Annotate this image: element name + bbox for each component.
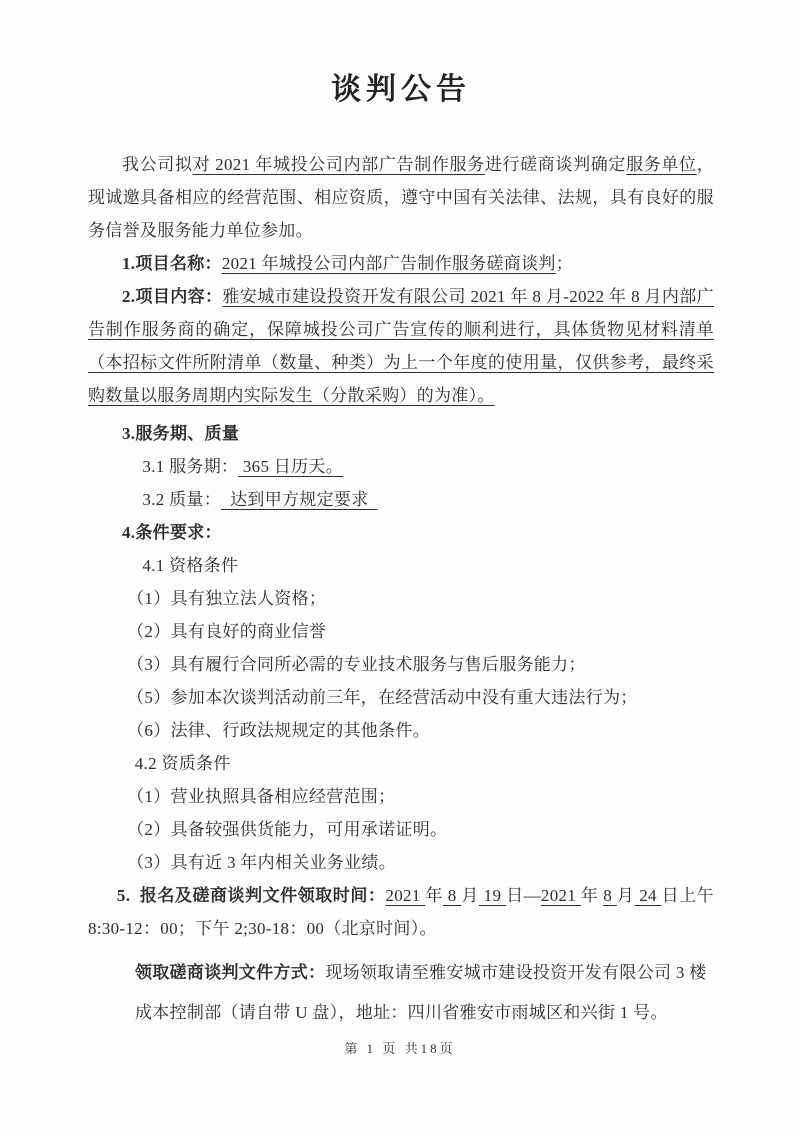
qualification-item-6 bbox=[88, 714, 714, 747]
text-segment: 我公司拟 bbox=[122, 155, 193, 174]
text-segment: 月 bbox=[616, 886, 635, 905]
qualification-item-1 bbox=[88, 582, 714, 615]
item-4-2-heading bbox=[88, 747, 714, 780]
text-segment: 8 bbox=[442, 886, 462, 905]
text-segment: 3.2 质量： bbox=[142, 490, 221, 509]
text-segment: ，现诚邀具备相应的经营范围、相应资质，遵守中国有关法律、法规，具有良好的服务信誉及服务能力单位参加。 bbox=[88, 155, 714, 240]
text-segment: 年 bbox=[425, 886, 443, 905]
item-4-1-heading bbox=[88, 549, 714, 582]
page-title: 谈判公告 bbox=[331, 73, 471, 106]
text-segment: （2）具备较强供货能力，可用承诺证明。 bbox=[127, 820, 448, 839]
credential-item-2 bbox=[88, 813, 714, 846]
text-segment: （3）具有履行合同所必需的专业技术服务与售后服务能力； bbox=[127, 655, 586, 674]
text-segment: 2.项目内容： bbox=[122, 287, 223, 306]
document-pickup-method bbox=[135, 953, 714, 1033]
item-3-2-quality bbox=[88, 483, 714, 516]
text-segment: 雅安城市建设投资开发有限公司 2021 年 8 月-2022 年 8 月内部广告制作服务商的确定，保障城投公司广告宣传的顺利进行，具体货物见材料清单（本招标文件所附清单（数量、种类）为上一个年度的使用量，仅供参考，最终采购数量以服务周期内实际发生（分散采购）的为准）。 bbox=[88, 287, 714, 405]
text-segment: 月 bbox=[461, 886, 479, 905]
text-segment: 2021 年城投公司内部广告制作服务磋商谈判 bbox=[221, 254, 556, 273]
intro-paragraph bbox=[88, 148, 714, 247]
item-1-project-name bbox=[88, 247, 714, 280]
text-segment: 2021 bbox=[540, 886, 581, 905]
text-segment: 领取磋商谈判文件方式： bbox=[135, 963, 326, 982]
qualification-item-2 bbox=[88, 615, 714, 648]
text-segment: （1）具有独立法人资格； bbox=[127, 589, 327, 608]
text-segment: （1）营业执照具备相应经营范围； bbox=[127, 787, 396, 806]
text-segment: 年 bbox=[580, 886, 604, 905]
text-segment: 4.条件要求： bbox=[122, 523, 222, 542]
item-5-document-pickup-time bbox=[88, 879, 719, 945]
qualification-item-3 bbox=[88, 648, 714, 681]
text-segment: 1.项目名称： bbox=[122, 254, 222, 273]
text-segment: 现场领取请至雅安城市建设投资开发有限公司 3 楼成本控制部（请自带 U 盘），地址：四川省雅安市雨城区和兴街 1 号。 bbox=[135, 963, 707, 1022]
text-segment: 进行磋商谈判确定 bbox=[484, 155, 627, 174]
text-segment: 日— bbox=[506, 886, 541, 905]
text-segment: 8 bbox=[603, 886, 617, 905]
text-segment: （2）具有良好的商业信誉 bbox=[127, 622, 327, 641]
credential-item-3 bbox=[88, 846, 714, 879]
text-segment: 达到甲方规定要求 bbox=[221, 490, 378, 509]
credential-item-1 bbox=[88, 780, 714, 813]
text-segment: 对 2021 年城投公司内部广告制作服务 bbox=[192, 155, 485, 174]
text-segment: （5）参加本次谈判活动前三年，在经营活动中没有重大违法行为； bbox=[127, 688, 638, 707]
item-2-project-content bbox=[88, 280, 714, 412]
text-segment: 5. 报名及磋商谈判文件领取时间： bbox=[116, 886, 386, 905]
text-segment: 365 日历天。 bbox=[238, 457, 343, 476]
item-3-heading bbox=[88, 417, 714, 450]
item-3-1-service-period bbox=[88, 450, 714, 483]
text-segment: 日上午 8:30-12：00；下午 2;30-18：00（北京时间）。 bbox=[88, 886, 719, 938]
document-body bbox=[88, 148, 719, 1033]
text-segment: （6）法律、行政法规规定的其他条件。 bbox=[127, 721, 430, 740]
text-segment: 19 bbox=[478, 886, 507, 905]
text-segment: 3.1 服务期： bbox=[142, 457, 239, 476]
text-segment: 3.服务期、质量 bbox=[122, 424, 240, 443]
text-segment: 2021 bbox=[385, 886, 426, 905]
text-segment: （3）具有近 3 年内相关业务业绩。 bbox=[127, 853, 396, 872]
text-segment: 4.1 资格条件 bbox=[142, 556, 239, 575]
item-4-heading bbox=[88, 516, 714, 549]
text-segment: ； bbox=[555, 254, 574, 273]
text-segment: 4.2 资质条件 bbox=[134, 754, 231, 773]
text-segment: 24 bbox=[634, 886, 662, 905]
page-number: 第 1 页 共18页 bbox=[344, 1041, 456, 1056]
qualification-item-5 bbox=[88, 681, 714, 714]
text-segment: 服务单位 bbox=[626, 155, 697, 174]
